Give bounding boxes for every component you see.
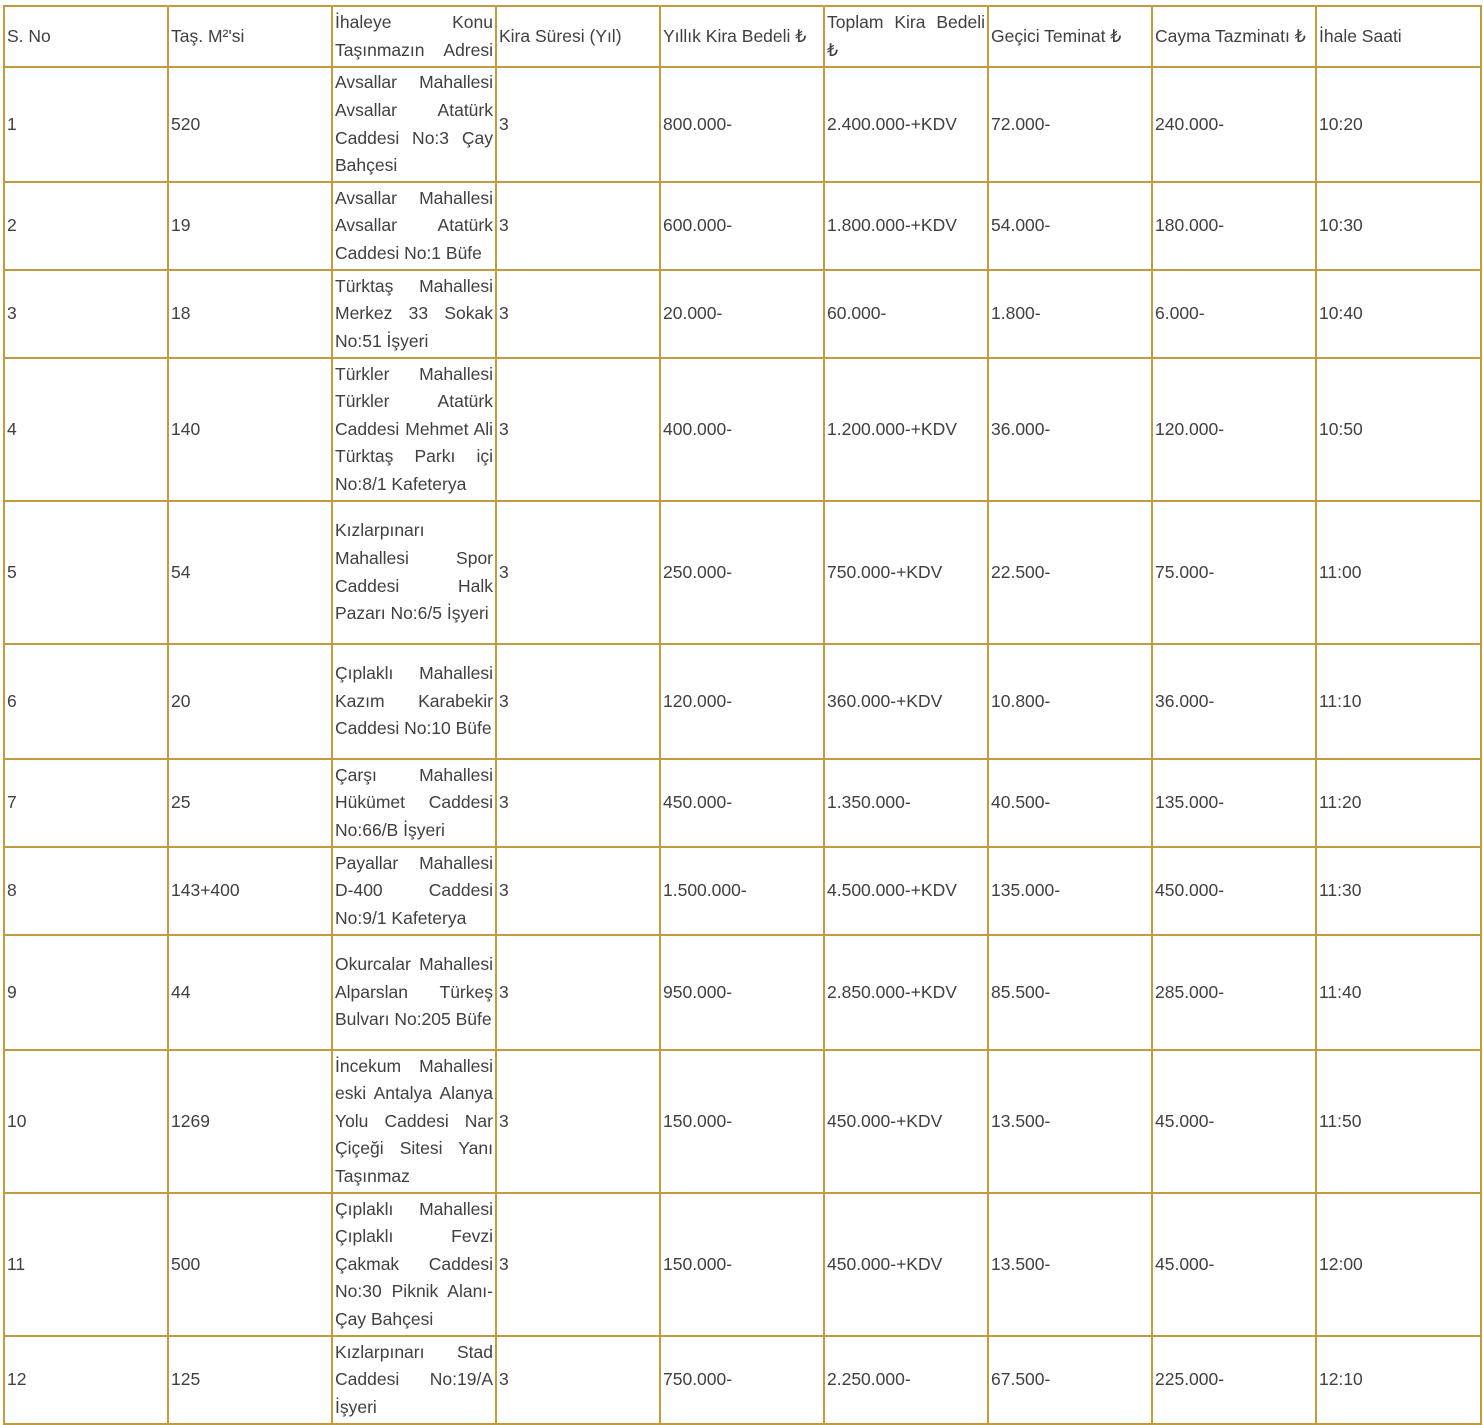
col-header-sno: S. No — [4, 6, 168, 67]
cell-total-rent: 1.800.000-+KDV — [824, 182, 988, 270]
cell-sno: 6 — [4, 644, 168, 759]
cell-annual-rent: 600.000- — [660, 182, 824, 270]
cell-area: 1269 — [168, 1050, 332, 1193]
cell-sno: 7 — [4, 759, 168, 847]
cell-deposit: 10.800- — [988, 644, 1152, 759]
cell-address: Avsallar Mahallesi Avsallar Atatürk Caddesi No:3 Çay Bahçesi — [332, 67, 496, 182]
table-row — [4, 1193, 1481, 1336]
cell-annual-rent: 150.000- — [660, 1193, 824, 1336]
cell-total-rent: 4.500.000-+KDV — [824, 847, 988, 935]
cell-time: 10:40 — [1316, 270, 1481, 358]
cell-time: 11:50 — [1316, 1050, 1481, 1193]
table-header-row — [4, 6, 1481, 67]
cell-area: 500 — [168, 1193, 332, 1336]
table-row — [4, 358, 1481, 501]
cell-area: 19 — [168, 182, 332, 270]
cell-annual-rent: 450.000- — [660, 759, 824, 847]
cell-penalty: 6.000- — [1152, 270, 1316, 358]
cell-time: 10:30 — [1316, 182, 1481, 270]
cell-duration: 3 — [496, 935, 660, 1050]
cell-time: 12:10 — [1316, 1336, 1481, 1424]
col-header-deposit: Geçici Teminat ₺ — [988, 6, 1152, 67]
cell-sno: 12 — [4, 1336, 168, 1424]
cell-duration: 3 — [496, 358, 660, 501]
cell-total-rent: 450.000-+KDV — [824, 1193, 988, 1336]
cell-duration: 3 — [496, 847, 660, 935]
cell-annual-rent: 250.000- — [660, 501, 824, 644]
cell-total-rent: 60.000- — [824, 270, 988, 358]
cell-area: 143+400 — [168, 847, 332, 935]
cell-time: 10:20 — [1316, 67, 1481, 182]
cell-address: Türktaş Mahallesi Merkez 33 Sokak No:51 İşyeri — [332, 270, 496, 358]
cell-total-rent: 1.200.000-+KDV — [824, 358, 988, 501]
cell-deposit: 72.000- — [988, 67, 1152, 182]
table-row — [4, 182, 1481, 270]
col-header-address: İhaleye Konu Taşınmazın Adresi — [332, 6, 496, 67]
cell-deposit: 1.800- — [988, 270, 1152, 358]
cell-area: 20 — [168, 644, 332, 759]
table-row — [4, 644, 1481, 759]
cell-duration: 3 — [496, 1193, 660, 1336]
cell-annual-rent: 800.000- — [660, 67, 824, 182]
cell-address: Çarşı Mahallesi Hükümet Caddesi No:66/B İşyeri — [332, 759, 496, 847]
cell-address: Türkler Mahallesi Türkler Atatürk Caddesi Mehmet Ali Türktaş Parkı içi No:8/1 Kafeterya — [332, 358, 496, 501]
cell-duration: 3 — [496, 1336, 660, 1424]
cell-time: 11:30 — [1316, 847, 1481, 935]
cell-deposit: 22.500- — [988, 501, 1152, 644]
table-row — [4, 935, 1481, 1050]
cell-time: 11:00 — [1316, 501, 1481, 644]
cell-total-rent: 2.400.000-+KDV — [824, 67, 988, 182]
cell-address: İncekum Mahallesi eski Antalya Alanya Yolu Caddesi Nar Çiçeği Sitesi Yanı Taşınmaz — [332, 1050, 496, 1193]
cell-annual-rent: 150.000- — [660, 1050, 824, 1193]
cell-deposit: 36.000- — [988, 358, 1152, 501]
cell-area: 18 — [168, 270, 332, 358]
cell-deposit: 67.500- — [988, 1336, 1152, 1424]
cell-penalty: 180.000- — [1152, 182, 1316, 270]
cell-deposit: 13.500- — [988, 1193, 1152, 1336]
cell-annual-rent: 1.500.000- — [660, 847, 824, 935]
cell-sno: 1 — [4, 67, 168, 182]
cell-total-rent: 2.850.000-+KDV — [824, 935, 988, 1050]
cell-deposit: 54.000- — [988, 182, 1152, 270]
cell-time: 11:40 — [1316, 935, 1481, 1050]
col-header-duration: Kira Süresi (Yıl) — [496, 6, 660, 67]
cell-address: Kızlarpınarı Mahallesi Spor Caddesi Halk Pazarı No:6/5 İşyeri — [332, 501, 496, 644]
cell-address: Avsallar Mahallesi Avsallar Atatürk Caddesi No:1 Büfe — [332, 182, 496, 270]
col-header-time: İhale Saati — [1316, 6, 1481, 67]
cell-total-rent: 2.250.000- — [824, 1336, 988, 1424]
cell-area: 54 — [168, 501, 332, 644]
cell-duration: 3 — [496, 644, 660, 759]
cell-deposit: 40.500- — [988, 759, 1152, 847]
table-row — [4, 67, 1481, 182]
cell-annual-rent: 950.000- — [660, 935, 824, 1050]
cell-deposit: 85.500- — [988, 935, 1152, 1050]
cell-time: 11:20 — [1316, 759, 1481, 847]
cell-area: 25 — [168, 759, 332, 847]
cell-address: Payallar Mahallesi D-400 Caddesi No:9/1 Kafeterya — [332, 847, 496, 935]
cell-penalty: 450.000- — [1152, 847, 1316, 935]
cell-duration: 3 — [496, 1050, 660, 1193]
cell-address: Kızlarpınarı Stad Caddesi No:19/A İşyeri — [332, 1336, 496, 1424]
cell-sno: 8 — [4, 847, 168, 935]
cell-address: Çıplaklı Mahallesi Kazım Karabekir Caddesi No:10 Büfe — [332, 644, 496, 759]
cell-time: 10:50 — [1316, 358, 1481, 501]
cell-total-rent: 1.350.000- — [824, 759, 988, 847]
cell-duration: 3 — [496, 501, 660, 644]
col-header-area: Taş. M²'si — [168, 6, 332, 67]
cell-area: 125 — [168, 1336, 332, 1424]
cell-penalty: 36.000- — [1152, 644, 1316, 759]
table-row — [4, 1050, 1481, 1193]
col-header-annual-rent: Yıllık Kira Bedeli ₺ — [660, 6, 824, 67]
cell-annual-rent: 20.000- — [660, 270, 824, 358]
cell-sno: 11 — [4, 1193, 168, 1336]
cell-total-rent: 750.000-+KDV — [824, 501, 988, 644]
table-row — [4, 270, 1481, 358]
cell-penalty: 120.000- — [1152, 358, 1316, 501]
table-row — [4, 501, 1481, 644]
tender-table — [3, 5, 1482, 1425]
cell-penalty: 225.000- — [1152, 1336, 1316, 1424]
col-header-penalty: Cayma Tazminatı ₺ — [1152, 6, 1316, 67]
cell-penalty: 135.000- — [1152, 759, 1316, 847]
cell-total-rent: 360.000-+KDV — [824, 644, 988, 759]
cell-penalty: 45.000- — [1152, 1050, 1316, 1193]
cell-address: Okurcalar Mahallesi Alparslan Türkeş Bulvarı No:205 Büfe — [332, 935, 496, 1050]
cell-area: 140 — [168, 358, 332, 501]
cell-duration: 3 — [496, 67, 660, 182]
cell-area: 520 — [168, 67, 332, 182]
cell-penalty: 75.000- — [1152, 501, 1316, 644]
cell-sno: 9 — [4, 935, 168, 1050]
cell-time: 12:00 — [1316, 1193, 1481, 1336]
cell-annual-rent: 400.000- — [660, 358, 824, 501]
cell-duration: 3 — [496, 759, 660, 847]
cell-sno: 3 — [4, 270, 168, 358]
cell-penalty: 285.000- — [1152, 935, 1316, 1050]
table-row — [4, 759, 1481, 847]
table-row — [4, 847, 1481, 935]
cell-address: Çıplaklı Mahallesi Çıplaklı Fevzi Çakmak Caddesi No:30 Piknik Alanı-Çay Bahçesi — [332, 1193, 496, 1336]
cell-time: 11:10 — [1316, 644, 1481, 759]
cell-penalty: 45.000- — [1152, 1193, 1316, 1336]
cell-penalty: 240.000- — [1152, 67, 1316, 182]
cell-annual-rent: 750.000- — [660, 1336, 824, 1424]
cell-duration: 3 — [496, 182, 660, 270]
cell-deposit: 135.000- — [988, 847, 1152, 935]
cell-duration: 3 — [496, 270, 660, 358]
cell-sno: 5 — [4, 501, 168, 644]
table-row — [4, 1336, 1481, 1424]
cell-sno: 2 — [4, 182, 168, 270]
cell-total-rent: 450.000-+KDV — [824, 1050, 988, 1193]
col-header-total-rent: Toplam Kira Bedeli ₺ — [824, 6, 988, 67]
cell-area: 44 — [168, 935, 332, 1050]
cell-annual-rent: 120.000- — [660, 644, 824, 759]
cell-deposit: 13.500- — [988, 1050, 1152, 1193]
cell-sno: 4 — [4, 358, 168, 501]
cell-sno: 10 — [4, 1050, 168, 1193]
